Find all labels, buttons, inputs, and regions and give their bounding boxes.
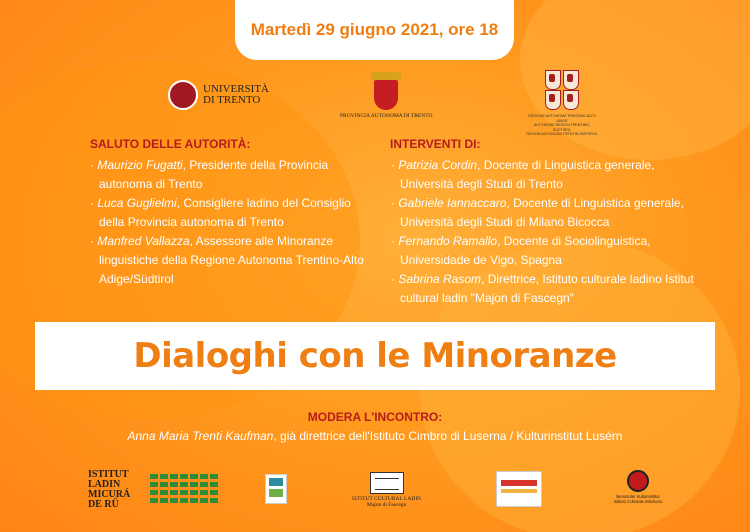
list-item: · Maurizio Fugatti, Presidente della Provincia autonoma di Trento	[90, 158, 329, 191]
university-trento-logo	[168, 80, 269, 110]
interventi-heading: INTERVENTI DI:	[390, 137, 481, 151]
date-banner	[235, 0, 514, 60]
istitut-cultural-ladin-logo: ISTITUT CULTURAL LADIN Majon di Fascegn	[352, 472, 421, 508]
list-item: · Patrizia Cordin, Docente di Linguistica generale, Università degli Studi di Trento	[391, 158, 655, 191]
saluto-list	[90, 156, 375, 289]
event-title: Dialoghi con le Minoranze	[133, 336, 617, 376]
kulturinstitut-logo	[496, 471, 542, 507]
modera-heading: MODERA L'INCONTRO:	[307, 410, 443, 424]
moderator-name: Anna Maria Trenti Kaufman	[127, 429, 274, 443]
istitut-ladin-micura-logo: ISTITUT LADIN MICURÁ DE RÜ	[88, 469, 131, 510]
list-item: · Gabriele Iannaccaro, Docente di Linguistica generale, Università degli Studi di Milano Bicocca	[391, 196, 684, 229]
title-banner	[35, 322, 715, 390]
provincia-name: PROVINCIA AUTONOMA DI TRENTO	[340, 113, 433, 119]
cultural-institute-logo	[265, 474, 287, 504]
university-name: UNIVERSITÀ DI TRENTO	[203, 83, 269, 106]
regione-logo	[526, 70, 598, 137]
region-shields-icon	[544, 70, 580, 90]
moderator-line	[0, 429, 750, 443]
list-item: · Sabrina Rasom, Direttrice, Istituto culturale ladino Istitut cultural ladin "Majon di Fascegn"	[391, 272, 694, 305]
moderator-role: , già direttrice dell'Istituto Cimbro di Luserna / Kulturinstitut Lusérn	[273, 429, 623, 443]
region-name: REGIONE AUTONOMA TRENTINO-ALTO ADIGE AUTONOME REGION TRENTINO-SÜDTIROL REGION AUTONOMA TRENTIN-SÜDTIROL	[526, 114, 598, 136]
interventi-list	[391, 156, 711, 308]
event-date: Martedì 29 giugno 2021, ore 18	[250, 20, 499, 39]
saluto-heading: SALUTO DELLE AUTORITÀ:	[90, 137, 251, 151]
emblem-icon	[627, 470, 649, 492]
university-seal-icon	[168, 80, 198, 110]
eagle-crest-icon	[374, 80, 398, 110]
list-item: · Manfred Vallazza, Assessore alle Minoranze linguistiche della Regione Autonoma Trentino-Alto Adige/Südtirol	[90, 234, 364, 286]
bersntoler-kulturinstitut-logo: Bersntoler Kulturinstitut Istituto Culturale Mòcheno	[608, 470, 668, 504]
list-item: · Luca Guglielmi, Consigliere ladino del Consiglio della Provincia autonoma di Trento	[90, 196, 351, 229]
building-icon	[370, 472, 404, 494]
list-item: · Fernando Ramallo, Docente di Sociolinguistica, Universidade de Vigo, Spagna	[391, 234, 651, 267]
provincia-trento-logo	[340, 72, 432, 119]
green-grid-logo	[150, 474, 218, 503]
